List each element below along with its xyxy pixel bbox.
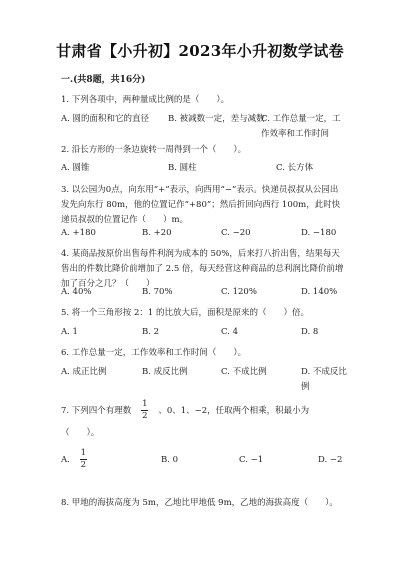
option-b: B. 0 xyxy=(161,455,179,465)
option-a: A. 圆的面积和它的直径 xyxy=(61,114,150,124)
question-5-stem: 5. 将一个三角形按 2：1 的比放大后，面积是原来的（ ）倍。 xyxy=(61,308,310,318)
section-heading: 一.(共8题，共16分) xyxy=(61,75,146,85)
option-a: A. 成正比例 xyxy=(61,367,107,377)
option-a-label: A. xyxy=(61,455,70,465)
option-a-fraction xyxy=(80,449,87,470)
option-c: C. 4 xyxy=(221,327,239,337)
option-b: B. +20 xyxy=(142,228,172,238)
option-b: B. 圆柱 xyxy=(168,163,197,173)
option-b: B. 70% xyxy=(142,287,173,297)
fraction-numerator: 1 xyxy=(80,448,87,458)
question-7-stem xyxy=(61,400,346,444)
question-8-stem: 8. 甲地的海拔高度为 5m，乙地比甲地低 9m，乙地的海拔高度（ ）。 xyxy=(61,498,338,508)
option-a: A. +180 xyxy=(61,228,96,238)
option-c: C. 工作总量一定，工作效率和工作时间 xyxy=(261,114,341,139)
option-d: D. −2 xyxy=(318,455,343,465)
option-d: D. 140% xyxy=(301,287,338,297)
option-b: B. 被减数一定，差与减数 xyxy=(168,114,265,124)
question-2-stem: 2. 沿长方形的一条边旋转一周得到一个（ ）。 xyxy=(61,145,247,155)
option-d: D. 不成反比例 xyxy=(301,367,347,392)
option-c: C. 长方体 xyxy=(276,163,314,173)
option-a: A. 1 xyxy=(61,327,78,337)
question-7-stem-after: 、0、1、−2，任取两个相乘，积最小为（ ）。 xyxy=(61,406,310,438)
option-a xyxy=(61,449,97,470)
option-a: A. 圆锥 xyxy=(61,163,90,173)
option-c: C. 120% xyxy=(221,287,257,297)
option-d: D. −180 xyxy=(301,228,337,238)
option-c: C. −20 xyxy=(221,228,251,238)
page-title: 甘肃省【小升初】2023年小升初数学试卷 xyxy=(56,42,344,60)
question-7-stem-before: 7. 下列四个有理数 xyxy=(61,406,132,416)
option-b: B. 2 xyxy=(142,327,160,337)
fraction-denominator: 2 xyxy=(80,460,87,470)
question-3-stem: 3. 以公园为0点，向东用“+”表示，向西用“−”表示。快递员叔叔从公园出发先向东行 80m，他的位置记作“+80”；然后折回向西行 100m，此时快递员叔叔的位置记作（ ）m。 xyxy=(61,185,341,225)
question-4-stem: 4. 某商品按原价出售每件利润为成本的 50%，后来打八折出售，结果每天售出的件数比降价前增加了 2.5 倍，每天经营这种商品的总利润比降价前增加了百分之几？（ ） xyxy=(61,249,344,289)
question-1-stem: 1. 下列各项中，两种量成比例的是（ ）。 xyxy=(61,95,230,105)
option-a: A. 40% xyxy=(61,287,92,297)
fraction-denominator: 2 xyxy=(142,411,148,421)
option-d: D. 8 xyxy=(301,327,319,337)
option-b: B. 成反比例 xyxy=(142,367,188,377)
fraction-numerator: 1 xyxy=(142,399,148,409)
question-6-stem: 6. 工作总量一定，工作效率和工作时间（ ）。 xyxy=(61,348,247,358)
option-c: C. −1 xyxy=(239,455,264,465)
fraction xyxy=(141,400,148,421)
option-c: C. 不成比例 xyxy=(221,367,267,377)
